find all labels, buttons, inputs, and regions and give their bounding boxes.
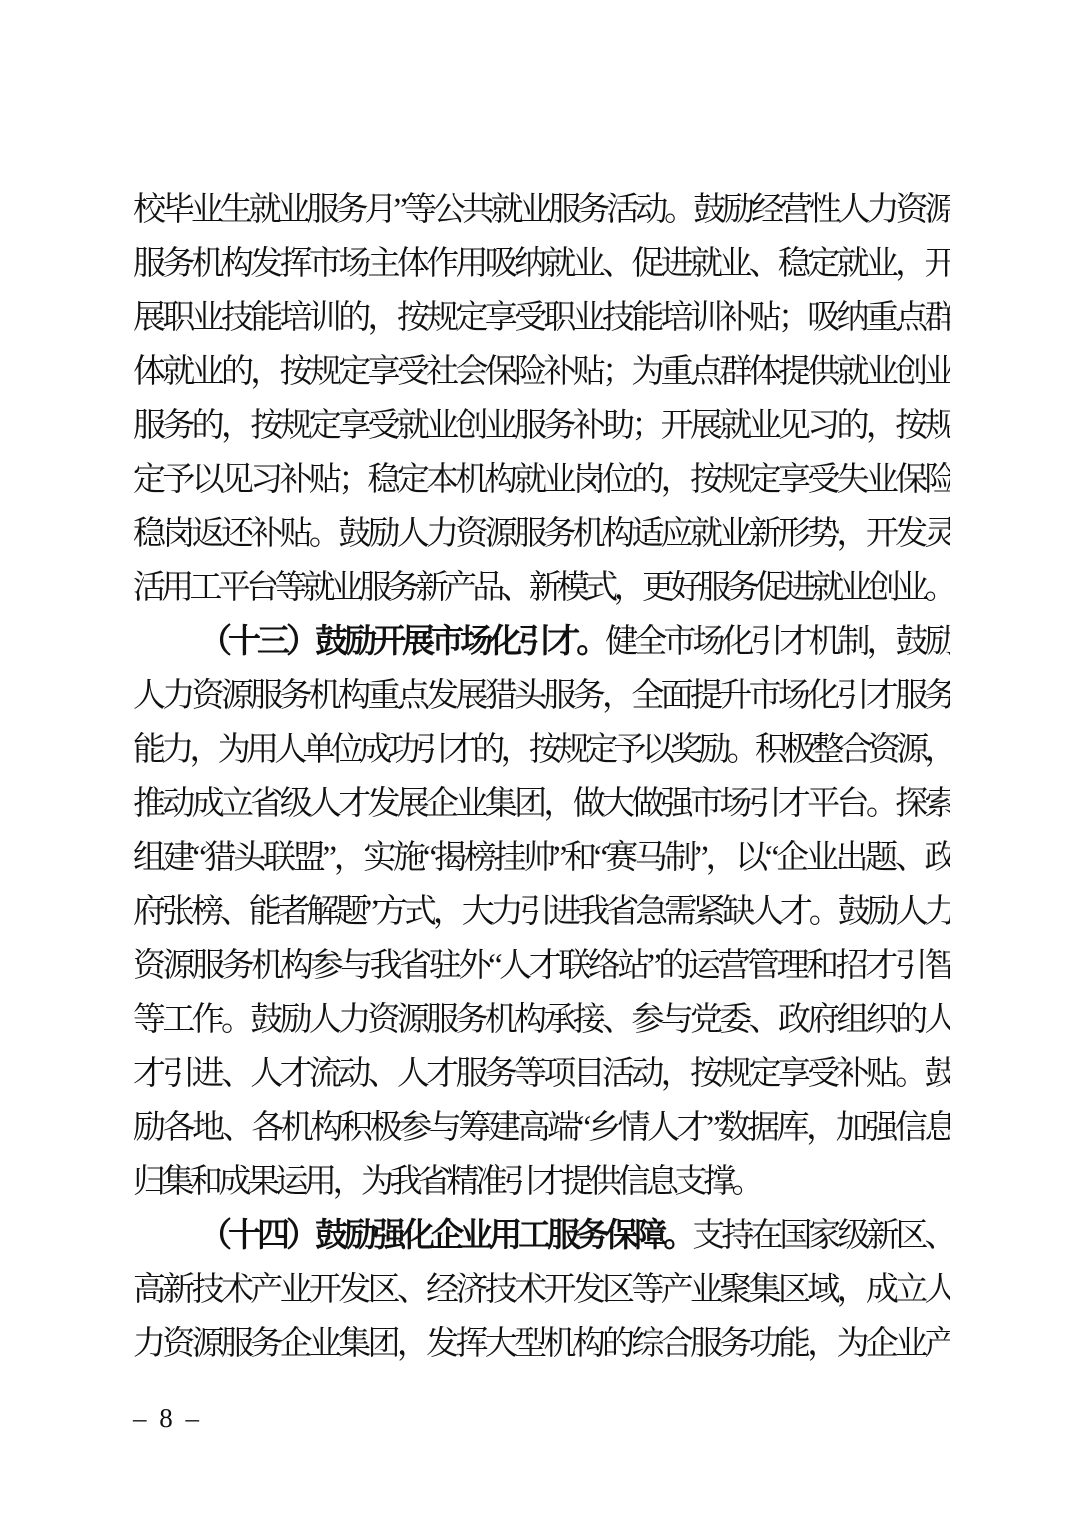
text-line: 展职业技能培训的，按规定享受职业技能培训补贴；吸纳重点群: [133, 300, 950, 336]
section-14-lead-text: 支持在国家级新区、: [692, 1218, 950, 1254]
text-line: 校毕业生就业服务月”等公共就业服务活动。鼓励经营性人力资源: [133, 192, 950, 228]
text-line: 等工作。鼓励人力资源服务机构承接、参与党委、政府组织的人: [133, 1002, 950, 1038]
text-line: 活用工平台等就业服务新产品、新模式，更好服务促进就业创业。: [133, 570, 950, 606]
text-line: 体就业的，按规定享受社会保险补贴；为重点群体提供就业创业: [133, 354, 950, 390]
text-line: 定予以见习补贴；稳定本机构就业岗位的，按规定享受失业保险: [133, 462, 950, 498]
text-line: 组建“猎头联盟”，实施“揭榜挂帅”和“赛马制”，以“企业出题、政: [133, 840, 950, 876]
document-body: [133, 183, 950, 1371]
text-line: 人力资源服务机构重点发展猎头服务，全面提升市场化引才服务: [133, 678, 950, 714]
text-line: 服务的，按规定享受就业创业服务补助；开展就业见习的，按规: [133, 408, 950, 444]
text-line: 才引进、人才流动、人才服务等项目活动，按规定享受补贴。鼓: [133, 1056, 950, 1092]
text-line: 资源服务机构参与我省驻外“人才联络站”的运营管理和招才引智: [133, 948, 950, 984]
text-line: 推动成立省级人才发展企业集团，做大做强市场引才平台。探索: [133, 786, 950, 822]
text-line: 府张榜、能者解题”方式，大力引进我省急需紧缺人才。鼓励人力: [133, 894, 950, 930]
text-line: 归集和成果运用，为我省精准引才提供信息支撑。: [133, 1164, 760, 1200]
text-line: 服务机构发挥市场主体作用吸纳就业、促进就业、稳定就业，开: [133, 246, 950, 282]
text-line: 高新技术产业开发区、经济技术开发区等产业聚集区域，成立人: [133, 1272, 950, 1308]
text-line: 励各地、各机构积极参与筹建高端“乡情人才”数据库，加强信息: [133, 1110, 950, 1146]
section-13-heading: （十三）鼓励开展市场化引才。: [199, 624, 606, 660]
section-13-lead-text: 健全市场化引才机制，鼓励: [605, 624, 950, 660]
text-line: 力资源服务企业集团，发挥大型机构的综合服务功能，为企业产: [133, 1326, 950, 1362]
text-line: 稳岗返还补贴。鼓励人力资源服务机构适应就业新形势，开发灵: [133, 516, 950, 552]
section-14-heading: （十四）鼓励强化企业用工服务保障。: [199, 1218, 693, 1254]
section-14-heading-line: [133, 1209, 950, 1263]
text-line: 能力，为用人单位成功引才的，按规定予以奖励。积极整合资源，: [133, 732, 950, 768]
page-number: – 8 –: [133, 1403, 202, 1433]
section-13-heading-line: [133, 615, 950, 669]
